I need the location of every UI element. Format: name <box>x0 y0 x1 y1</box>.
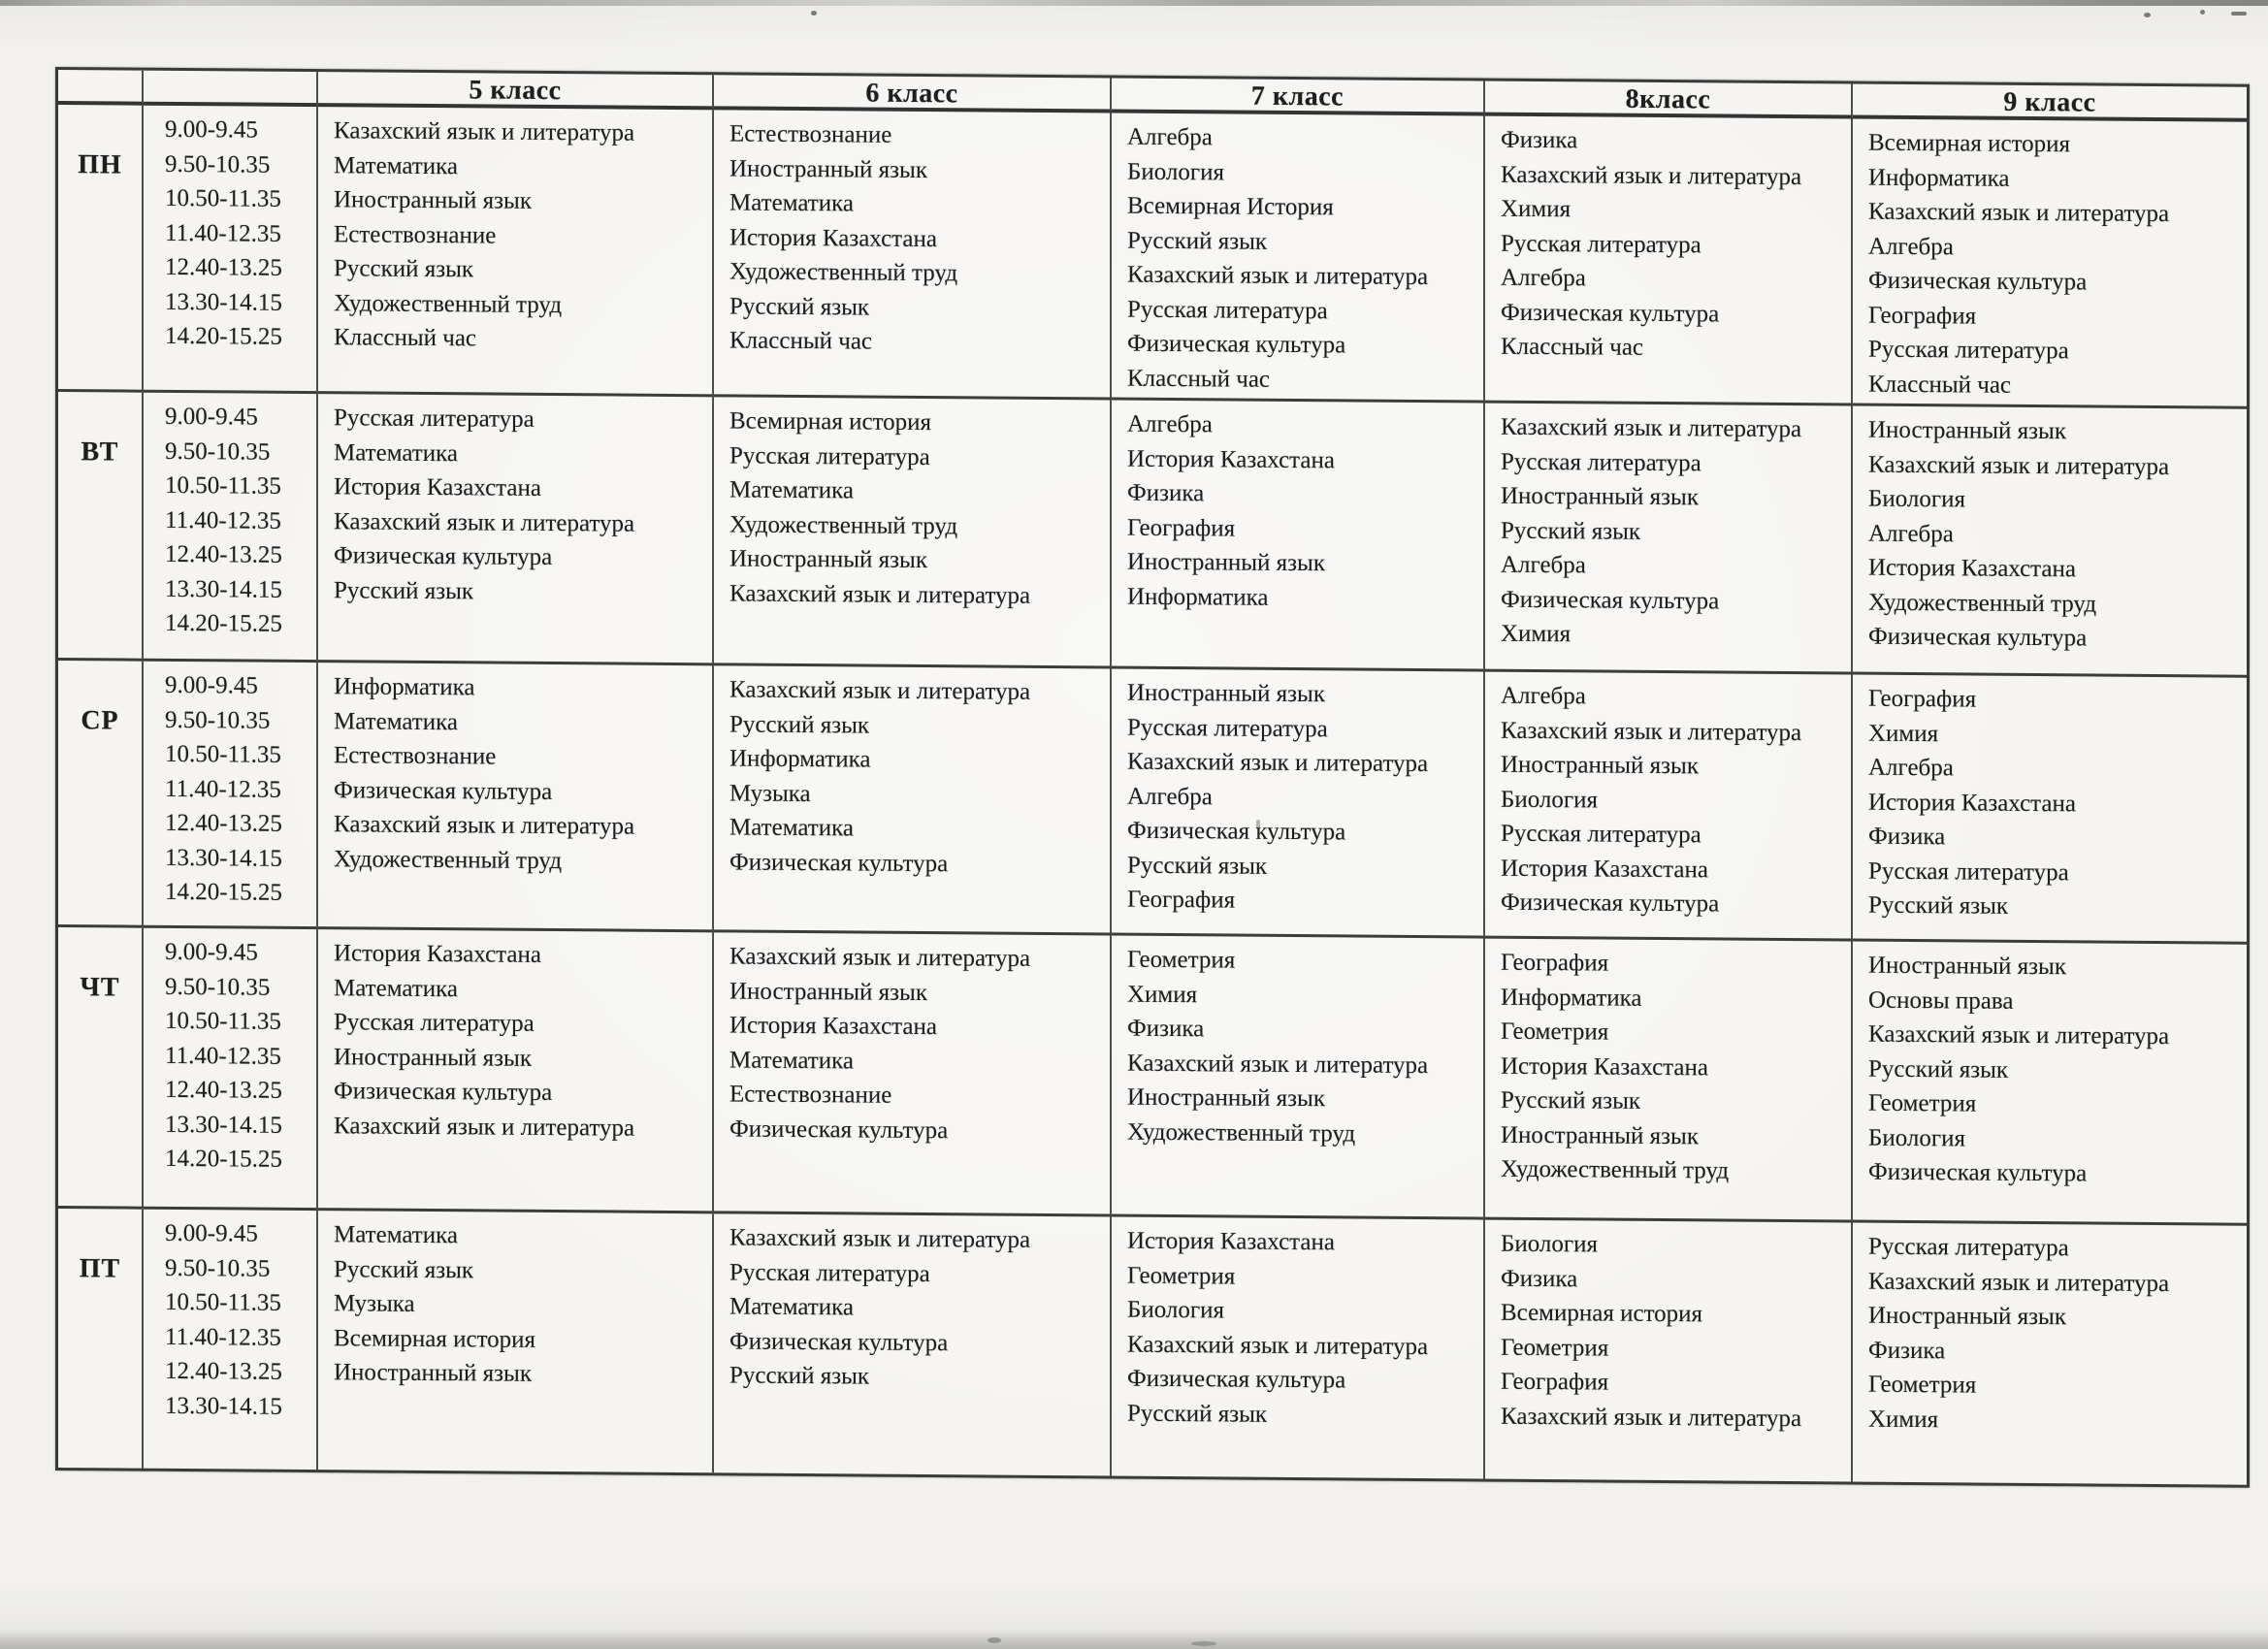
table-line: География <box>1127 886 1236 914</box>
table-line: Русская литература <box>1868 336 2069 365</box>
subjects-wed-grade9 <box>1853 675 2247 945</box>
table-line: Иностранный язык <box>1127 679 1325 708</box>
table-line: Математика <box>729 189 854 217</box>
table-line: Классный час <box>1127 365 1271 393</box>
table-line: Физическая культура <box>1868 267 2088 296</box>
table-line: История Казахстана <box>1127 445 1335 473</box>
subjects-thu-grade9 <box>1853 942 2247 1226</box>
table-line: 11.40-12.35 <box>165 775 281 803</box>
header-grade5: 5 класс <box>318 72 714 110</box>
table-line: Математика <box>334 438 458 467</box>
table-line: Естествознание <box>729 120 892 148</box>
table-line: Казахский язык и литература <box>729 579 1031 609</box>
table-line: 9.50-10.35 <box>165 706 271 734</box>
table-line: Информатика <box>1868 164 2010 192</box>
table-line: 9.50-10.35 <box>165 437 271 466</box>
table-line: Иностранный язык <box>334 186 532 214</box>
table-line: 9.00-9.45 <box>165 1219 258 1247</box>
subjects-wed-grade8 <box>1485 672 1853 942</box>
time-list-fri <box>144 1210 318 1470</box>
subjects-mon-grade9 <box>1853 119 2247 409</box>
table-line: 11.40-12.35 <box>165 219 281 247</box>
table-line: Иностранный язык <box>729 154 927 183</box>
timetable <box>55 67 2250 1488</box>
table-line: История Казахстана <box>334 473 541 501</box>
table-line: История Казахстана <box>1501 855 1708 883</box>
time-list-tue <box>144 393 318 663</box>
table-line: Классный час <box>334 324 477 352</box>
table-line: Основы права <box>1868 986 2014 1015</box>
table-line: Казахский язык и литература <box>1501 1403 1802 1432</box>
table-line: География <box>1868 685 1977 713</box>
table-line: Всемирная история <box>334 1324 536 1353</box>
table-line: Русский язык <box>1127 227 1268 255</box>
table-line: 13.30-14.15 <box>165 1392 282 1420</box>
table-line: Математика <box>334 1221 458 1249</box>
table-line: Казахский язык и литература <box>334 507 635 537</box>
table-line: Классный час <box>729 327 873 355</box>
table-line: География <box>1868 302 1977 330</box>
table-line: Русский язык <box>729 292 870 321</box>
header-day-blank <box>58 70 144 106</box>
table-line: 9.50-10.35 <box>165 1254 271 1282</box>
table-line: Физическая культура <box>1868 1158 2088 1187</box>
table-line: 12.40-13.25 <box>165 1357 282 1385</box>
table-line: Русская литература <box>729 1258 930 1287</box>
table-line: 14.20-15.25 <box>165 878 282 906</box>
table-line: Казахский язык и литература <box>334 811 635 840</box>
table-line: 10.50-11.35 <box>165 1007 281 1035</box>
subjects-fri-grade5 <box>318 1211 714 1472</box>
table-line: Естествознание <box>334 220 497 249</box>
time-list-wed <box>144 662 318 929</box>
table-line: Художественный труд <box>1501 1155 1730 1184</box>
scanner-top-edge-artifact <box>0 0 2268 6</box>
table-line: 10.50-11.35 <box>165 1288 281 1316</box>
table-line: Русский язык <box>1127 1400 1268 1428</box>
table-line: Иностранный язык <box>1501 1121 1699 1149</box>
time-list-thu <box>144 928 318 1211</box>
table-line: Физика <box>1127 1015 1205 1043</box>
table-line: Физическая культура <box>1501 299 1720 327</box>
subjects-fri-grade8 <box>1485 1220 1853 1482</box>
day-label-thu: ЧТ <box>58 927 144 1210</box>
table-line: Физическая культура <box>1127 817 1346 846</box>
table-line: Русская литература <box>1501 230 1701 258</box>
table-line: Физика <box>1127 479 1205 507</box>
table-line: География <box>1127 514 1236 542</box>
table-line: Русский язык <box>1501 1086 1641 1115</box>
table-line: Иностранный язык <box>1868 1302 2066 1331</box>
table-line: 11.40-12.35 <box>165 1323 281 1351</box>
table-line: 14.20-15.25 <box>165 1145 282 1173</box>
header-grade9: 9 класс <box>1853 84 2247 122</box>
day-label-tue: ВТ <box>58 392 144 662</box>
table-line: История Казахстана <box>334 940 541 968</box>
table-line: Иностранный язык <box>334 1359 532 1387</box>
table-line: Русская литература <box>334 1009 535 1037</box>
table-line: 9.00-9.45 <box>165 671 258 699</box>
table-line: 13.30-14.15 <box>165 288 282 316</box>
table-line: Всемирная История <box>1127 192 1334 221</box>
ink-speck <box>811 11 817 16</box>
table-line: Русская литература <box>1501 820 1701 849</box>
day-label-wed: СР <box>58 661 144 928</box>
table-line: Казахский язык и литература <box>1501 413 1802 443</box>
table-line: Алгебра <box>1501 551 1586 579</box>
table-line: Алгебра <box>1868 520 1954 547</box>
table-line: Казахский язык и литература <box>1868 1268 2170 1297</box>
subjects-thu-grade7 <box>1112 936 1485 1220</box>
table-line: Русский язык <box>334 255 474 283</box>
table-line: Иностранный язык <box>334 1043 532 1072</box>
table-line: Художественный труд <box>334 845 563 874</box>
table-line: 13.30-14.15 <box>165 844 282 872</box>
table-line: Казахский язык и литература <box>1868 198 2170 228</box>
table-line: Иностранный язык <box>1868 416 2066 445</box>
table-line: Математика <box>334 707 458 735</box>
header-grade7: 7 класс <box>1112 79 1485 116</box>
subjects-tue-grade7 <box>1112 401 1485 672</box>
table-line: 14.20-15.25 <box>165 609 282 637</box>
ink-speck <box>2231 12 2247 16</box>
table-line: Казахский язык и литература <box>1127 261 1429 291</box>
subjects-mon-grade6 <box>714 110 1112 400</box>
header-grade6: 6 класс <box>714 75 1112 113</box>
table-line: Биология <box>1501 1230 1599 1258</box>
table-line: Казахский язык и литература <box>1868 1020 2170 1051</box>
table-line: География <box>1501 949 1609 977</box>
header-grade8: 8класс <box>1485 81 1853 119</box>
table-line: Геометрия <box>1501 1334 1609 1362</box>
table-line: Иностранный язык <box>1501 482 1699 511</box>
table-line: Музыка <box>729 779 811 807</box>
table-line: 14.20-15.25 <box>165 322 282 350</box>
table-line: Художественный труд <box>729 258 958 287</box>
table-line: 12.40-13.25 <box>165 253 282 281</box>
table-line: Физическая культура <box>1127 330 1346 359</box>
table-line: Художественный труд <box>1868 589 2097 618</box>
table-line: Музыка <box>334 1290 415 1317</box>
table-line: Химия <box>1868 1406 1939 1433</box>
table-line: Классный час <box>1868 371 2012 399</box>
table-line: 13.30-14.15 <box>165 1111 282 1139</box>
table-line: 10.50-11.35 <box>165 471 281 500</box>
table-line: Геометрия <box>1868 1089 1977 1117</box>
day-label-fri: ПТ <box>58 1209 144 1469</box>
table-line: Физическая культура <box>334 1078 553 1107</box>
subjects-mon-grade7 <box>1112 113 1485 404</box>
subjects-tue-grade9 <box>1853 406 2247 678</box>
table-line: Информатика <box>1127 583 1269 611</box>
table-line: Казахский язык и литература <box>1127 1331 1429 1360</box>
table-line: Русская литература <box>1501 448 1701 476</box>
table-line: История Казахстана <box>1868 789 2076 817</box>
table-line: 10.50-11.35 <box>165 184 281 212</box>
table-line: Биология <box>1501 786 1599 813</box>
subjects-thu-grade6 <box>714 932 1112 1216</box>
table-line: Информатика <box>1501 984 1642 1012</box>
subjects-mon-grade8 <box>1485 116 1853 406</box>
table-line: Алгебра <box>1868 233 1954 260</box>
table-line: 9.50-10.35 <box>165 973 271 1001</box>
ink-speck <box>1191 1641 1216 1646</box>
table-line: Биология <box>1868 1124 1966 1151</box>
table-line: Иностранный язык <box>1868 952 2066 981</box>
subjects-wed-grade6 <box>714 665 1112 935</box>
table-line: Иностранный язык <box>729 977 927 1006</box>
ink-speck <box>988 1637 1001 1643</box>
time-list-mon <box>144 106 318 394</box>
table-line: Математика <box>334 974 458 1002</box>
table-line: Физическая культура <box>334 542 553 571</box>
table-line: Математика <box>729 1046 854 1074</box>
table-line: Химия <box>1868 720 1939 747</box>
table-line: Иностранный язык <box>1127 548 1325 577</box>
table-line: Русский язык <box>1868 1055 2009 1083</box>
table-line: Русская литература <box>1868 857 2069 886</box>
table-line: Физика <box>1868 823 1946 851</box>
table-line: Алгебра <box>1127 410 1213 438</box>
table-line: Казахский язык и литература <box>729 676 1031 705</box>
table-line: Геометрия <box>1127 946 1236 974</box>
table-line: Русский язык <box>1868 891 2009 920</box>
table-line: Художественный труд <box>729 510 958 539</box>
table-line: Физическая культура <box>1127 1365 1346 1394</box>
table-line: Классный час <box>1501 333 1644 361</box>
table-line: Русский язык <box>1127 852 1268 880</box>
table-line: История Казахстана <box>729 1012 937 1041</box>
table-line: Казахский язык и литература <box>1127 1050 1429 1079</box>
table-line: История Казахстана <box>1868 554 2076 583</box>
table-line: Математика <box>729 1293 854 1321</box>
table-line: Информатика <box>729 745 871 773</box>
subjects-tue-grade5 <box>318 394 714 665</box>
table-line: 11.40-12.35 <box>165 1042 281 1070</box>
subjects-thu-grade5 <box>318 929 714 1213</box>
table-line: Математика <box>729 814 854 842</box>
table-line: 12.40-13.25 <box>165 1076 282 1104</box>
table-line: Алгебра <box>1501 264 1586 292</box>
header-time-blank <box>144 71 318 107</box>
subjects-thu-grade8 <box>1485 939 1853 1223</box>
table-line: История Казахстана <box>1127 1227 1335 1256</box>
scanner-bottom-edge-artifact <box>0 1630 2268 1649</box>
subjects-tue-grade8 <box>1485 404 1853 675</box>
table-line: 13.30-14.15 <box>165 575 282 603</box>
table-line: Русская литература <box>1127 714 1328 742</box>
table-line: 9.00-9.45 <box>165 115 258 144</box>
table-line: Казахский язык и литература <box>729 943 1031 972</box>
table-line: Химия <box>1127 981 1198 1008</box>
table-line: Геометрия <box>1868 1371 1977 1399</box>
subjects-tue-grade6 <box>714 397 1112 668</box>
table-line: 9.00-9.45 <box>165 938 258 966</box>
table-line: Химия <box>1501 620 1571 648</box>
table-line: Физическая культура <box>1868 623 2088 652</box>
table-line: Математика <box>729 476 854 504</box>
table-line: Казахский язык и литература <box>1127 748 1429 778</box>
table-line: Казахский язык и литература <box>334 1112 635 1142</box>
subjects-fri-grade6 <box>714 1213 1112 1475</box>
table-line: Естествознание <box>729 1081 892 1109</box>
table-line: Естествознание <box>334 742 497 770</box>
table-line: Алгебра <box>1868 754 1954 782</box>
table-line: Физика <box>1868 1337 1946 1364</box>
table-line: Физика <box>1501 126 1578 154</box>
table-line: Алгебра <box>1501 682 1586 710</box>
table-line: 12.40-13.25 <box>165 809 282 837</box>
table-line: 12.40-13.25 <box>165 540 282 568</box>
table-line: География <box>1501 1368 1609 1396</box>
table-line: Русский язык <box>729 1362 870 1390</box>
table-line: Физика <box>1501 1265 1578 1292</box>
table-line: Алгебра <box>1127 783 1213 810</box>
table-line: Биология <box>1127 1296 1225 1324</box>
table-line: История Казахстана <box>729 223 937 252</box>
table-line: Русская литература <box>729 441 930 470</box>
table-line: Иностранный язык <box>1501 751 1699 780</box>
table-line: Геометрия <box>1501 1018 1609 1046</box>
table-line: Художественный труд <box>1127 1118 1356 1148</box>
table-line: Русский язык <box>1501 517 1641 545</box>
table-line: Русский язык <box>334 576 474 604</box>
table-line: 9.00-9.45 <box>165 403 258 431</box>
table-line: Казахский язык и литература <box>334 117 635 146</box>
table-line: Русская литература <box>334 404 535 433</box>
table-line: Физическая культура <box>729 1327 949 1356</box>
table-line: Казахский язык и литература <box>1501 161 1802 190</box>
table-line: Математика <box>334 151 458 179</box>
table-line: Физическая культура <box>1501 889 1720 918</box>
subjects-fri-grade9 <box>1853 1223 2247 1485</box>
table-line: Русская литература <box>1127 296 1328 324</box>
table-line: Физическая культура <box>729 1115 949 1144</box>
subjects-wed-grade7 <box>1112 669 1485 939</box>
table-line: 9.50-10.35 <box>165 150 271 178</box>
table-line: Физическая культура <box>1501 586 1720 614</box>
table-line: Русская литература <box>1868 1233 2069 1262</box>
table-line: Русский язык <box>334 1255 474 1283</box>
subjects-mon-grade5 <box>318 107 714 397</box>
table-line: Казахский язык и литература <box>1868 451 2170 480</box>
table-line: Всемирная история <box>1868 129 2071 158</box>
table-line: Информатика <box>334 673 475 701</box>
table-line: Физическая культура <box>729 848 949 877</box>
table-line: Биология <box>1127 158 1225 185</box>
table-line: Алгебра <box>1127 123 1213 151</box>
ink-speck <box>2144 13 2151 17</box>
table-line: Художественный труд <box>334 289 563 318</box>
ink-speck <box>2200 10 2205 15</box>
table-line: 10.50-11.35 <box>165 740 281 768</box>
table-line: Всемирная история <box>729 407 932 436</box>
table-line: История Казахстана <box>1501 1052 1708 1081</box>
table-line: Биология <box>1868 485 1966 513</box>
subjects-wed-grade5 <box>318 663 714 932</box>
table-line: Русский язык <box>729 710 870 739</box>
table-line: Химия <box>1501 195 1571 223</box>
table-line: Иностранный язык <box>729 545 927 574</box>
day-label-mon: ПН <box>58 105 144 393</box>
table-line: Казахский язык и литература <box>1501 717 1802 746</box>
table-line: Всемирная история <box>1501 1299 1703 1328</box>
table-line: Физическая культура <box>334 776 553 805</box>
table-line: Казахский язык и литература <box>729 1224 1031 1253</box>
table-line: Геометрия <box>1127 1262 1236 1290</box>
subjects-fri-grade7 <box>1112 1217 1485 1479</box>
table-line: Иностранный язык <box>1127 1083 1325 1113</box>
table-line: 11.40-12.35 <box>165 506 281 534</box>
